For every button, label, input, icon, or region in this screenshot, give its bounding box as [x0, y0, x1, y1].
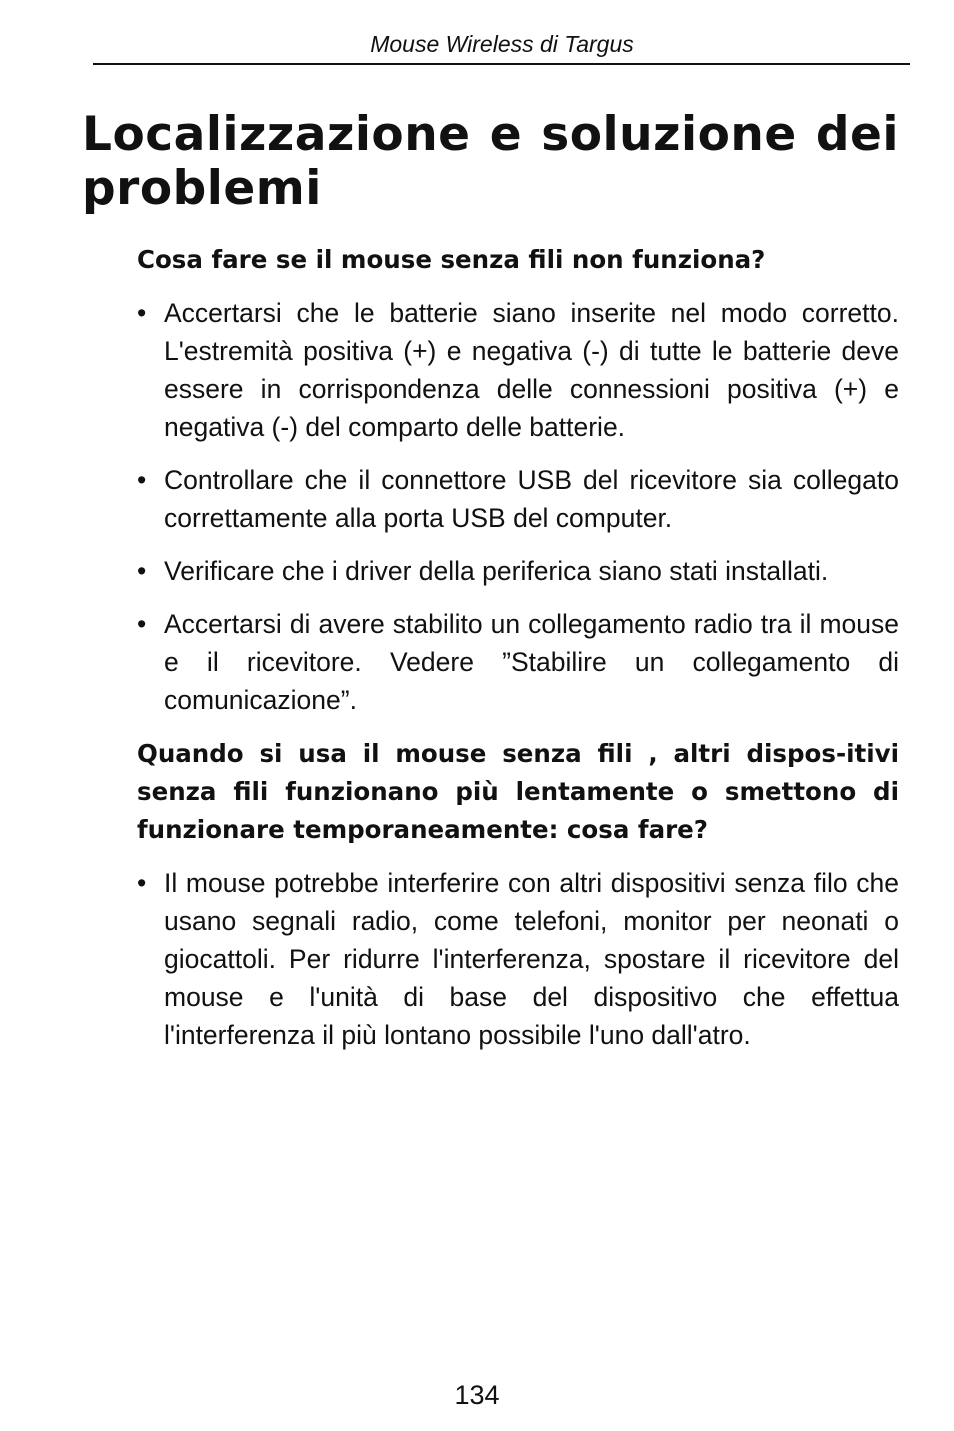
page-title: Localizzazione e soluzione dei problemi [82, 107, 899, 216]
bullet-icon: • [137, 465, 147, 495]
list-item-text: Accertarsi di avere stabilito un collegamento radio tra il mouse e il ricevitore. Vedere ”Stabilire un collegamento di comunicazione”. [164, 609, 899, 715]
list-item [137, 294, 899, 446]
bullet-icon: • [137, 868, 147, 898]
question-heading: Quando si usa il mouse senza fili , altri dispos-itivi senza fili funzionano più lentamente o smettono di funzionare temporaneamente: cosa fare? [137, 739, 899, 844]
list-item-text: Accertarsi che le batterie siano inserite nel modo corretto. L'estremità positiva (+) e negativa (-) di tutte le batterie deve essere in corrispondenza delle connessioni positiva (+) e negativa (-) del comparto delle batterie. [164, 298, 899, 442]
page-number: 134 [454, 1380, 500, 1410]
list-item [137, 461, 899, 537]
list-item-text: Controllare che il connettore USB del ricevitore sia collegato correttamente alla porta USB del computer. [164, 465, 899, 533]
list-item [137, 605, 899, 719]
bullet-icon: • [137, 609, 147, 639]
list-item [137, 864, 899, 1054]
bullet-list [137, 864, 899, 1054]
list-item-text: Verificare che i driver della periferica siano stati installati. [164, 556, 829, 586]
bullet-icon: • [137, 556, 147, 586]
list-item [137, 552, 899, 590]
list-item-text: Il mouse potrebbe interferire con altri dispositivi senza filo che usano segnali radio, come telefoni, monitor per neonati o giocattoli. Per ridurre l'interferenza, spostare il ricevitore del mouse e l'unità di base del dispositivo che effettua l'interferenza il più lontano possibile l'uno dall'atro. [164, 868, 899, 1050]
bullet-list [137, 294, 899, 719]
running-header: Mouse Wireless di Targus [370, 31, 634, 57]
content [137, 241, 899, 1054]
header-rule [93, 63, 910, 65]
bullet-icon: • [137, 298, 147, 328]
question-heading: Cosa fare se il mouse senza fili non funziona? [137, 245, 766, 274]
